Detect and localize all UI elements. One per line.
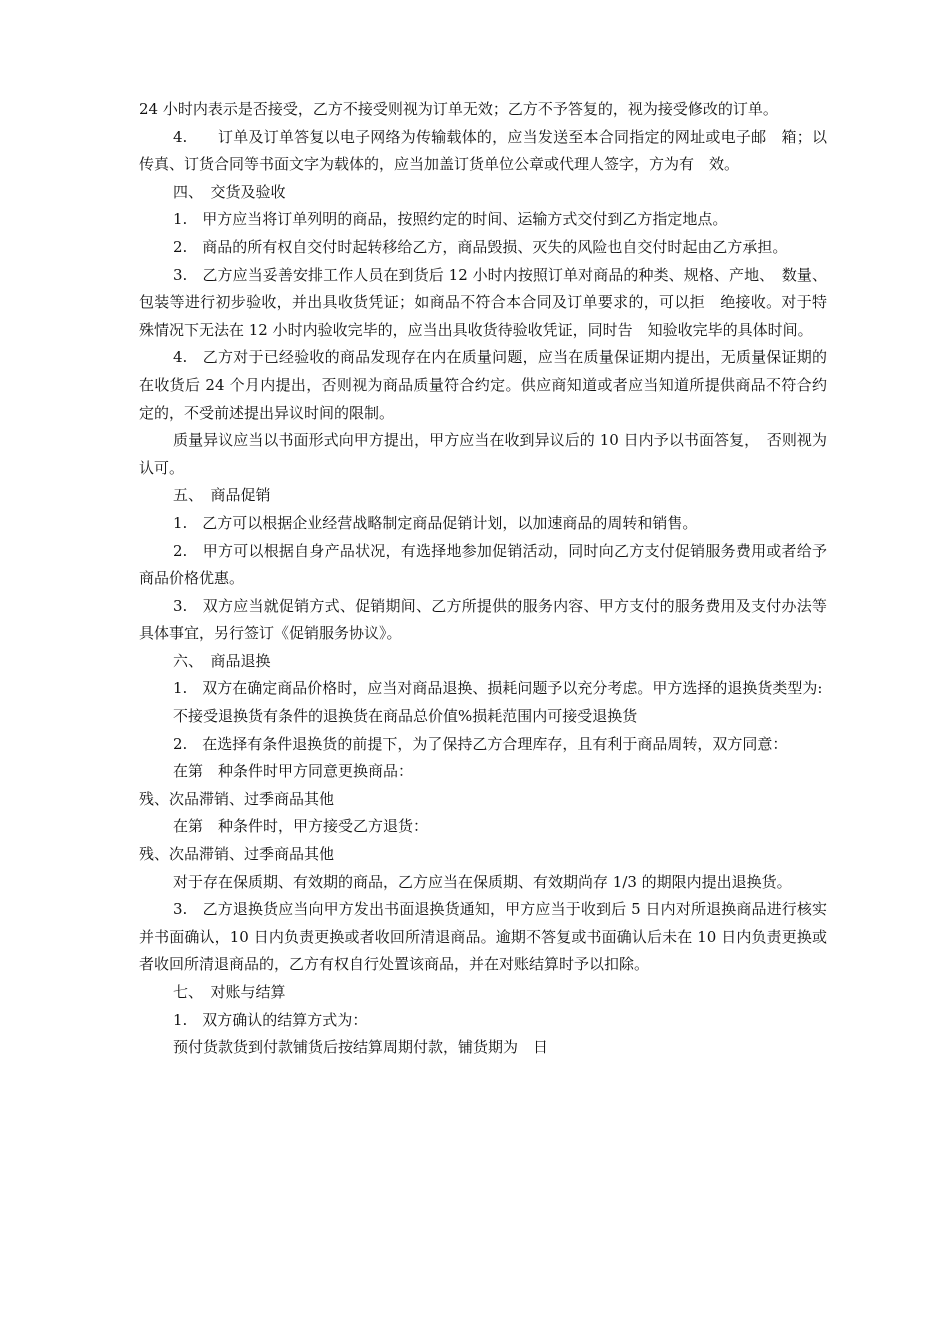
paragraph: 在第 种条件时，甲方接受乙方退货：	[173, 817, 429, 836]
paragraph: 残、次品滞销、过季商品其他	[139, 789, 335, 808]
paragraph: 2. 商品的所有权自交付时起转移给乙方，商品毁损、灭失的风险也自交付时起由乙方承担。	[173, 237, 788, 256]
paragraph: 24 小时内表示是否接受，乙方不接受则视为订单无效；乙方不予答复的，视为接受修改的订单。	[139, 100, 778, 118]
paragraph: 1. 乙方可以根据企业经营战略制定商品促销计划，以加速商品的周转和销售。	[173, 513, 698, 532]
paragraph: 3. 乙方退换货应当向甲方发出书面退换货通知，甲方应当于收到后 5 日内对所退换商品进行核实并书面确认，10 日内负责更换或者收回所清退商品。逾期不答复或书面确认后未在 10 日内负责更换或者收回所清退商品的，乙方有权自行处置该商品，并在对账结算时予以扣除。	[139, 900, 827, 974]
paragraph: 1. 双方在确定商品价格时，应当对商品退换、损耗问题予以充分考虑。甲方选择的退换货类型为:	[173, 679, 823, 698]
paragraph: 4. 订单及订单答复以电子网络为传输载体的，应当发送至本合同指定的网址或电子邮 箱；以传真、订货合同等书面文字为载体的，应当加盖订货单位公章或代理人签字，方为有 效。	[139, 127, 827, 174]
section-heading: 五、 商品促销	[173, 486, 271, 505]
paragraph: 不接受退换货有条件的退换货在商品总价值%损耗范围内可接受退换货	[173, 707, 638, 726]
paragraph: 2. 甲方可以根据自身产品状况，有选择地参加促销活动，同时向乙方支付促销服务费用或者给予商品价格优惠。	[139, 541, 827, 588]
paragraph: 预付货款货到付款铺货后按结算周期付款，铺货期为 日	[173, 1038, 549, 1057]
document-page	[139, 96, 827, 1062]
section-heading: 七、 对账与结算	[173, 983, 286, 1001]
paragraph: 1. 甲方应当将订单列明的商品，按照约定的时间、运输方式交付到乙方指定地点。	[173, 210, 728, 229]
paragraph: 在第 种条件时甲方同意更换商品：	[173, 762, 414, 781]
section-heading: 四、 交货及验收	[173, 182, 286, 201]
paragraph: 2. 在选择有条件退换货的前提下，为了保持乙方合理库存，且有利于商品周转，双方同意：	[173, 734, 788, 753]
paragraph: 质量异议应当以书面形式向甲方提出，甲方应当在收到异议后的 10 日内予以书面答复， 否则视为认可。	[139, 431, 827, 477]
paragraph: 残、次品滞销、过季商品其他	[139, 845, 335, 864]
paragraph: 4. 乙方对于已经验收的商品发现存在内在质量问题，应当在质量保证期内提出，无质量保证期的在收货后 24 个月内提出，否则视为商品质量符合约定。供应商知道或者应当知道所提供商品不符合约定的，不受前述提出异议时间的限制。	[139, 348, 827, 422]
paragraph: 1. 双方确认的结算方式为：	[173, 1010, 368, 1029]
section-heading: 六、 商品退换	[173, 651, 271, 670]
paragraph: 对于存在保质期、有效期的商品，乙方应当在保质期、有效期尚存 1/3 的期限内提出退换货。	[173, 872, 792, 891]
paragraph: 3. 双方应当就促销方式、促销期间、乙方所提供的服务内容、甲方支付的服务费用及支付办法等具体事宜，另行签订《促销服务协议》。	[139, 596, 827, 643]
paragraph: 3. 乙方应当妥善安排工作人员在到货后 12 小时内按照订单对商品的种类、规格、产地、 数量、包装等进行初步验收，并出具收货凭证；如商品不符合本合同及订单要求的，可以拒 绝接收。对于特殊情况下无法在 12 小时内验收完毕的，应当出具收货待验收凭证，同时告 知验收完毕的具体时间。	[139, 265, 827, 339]
